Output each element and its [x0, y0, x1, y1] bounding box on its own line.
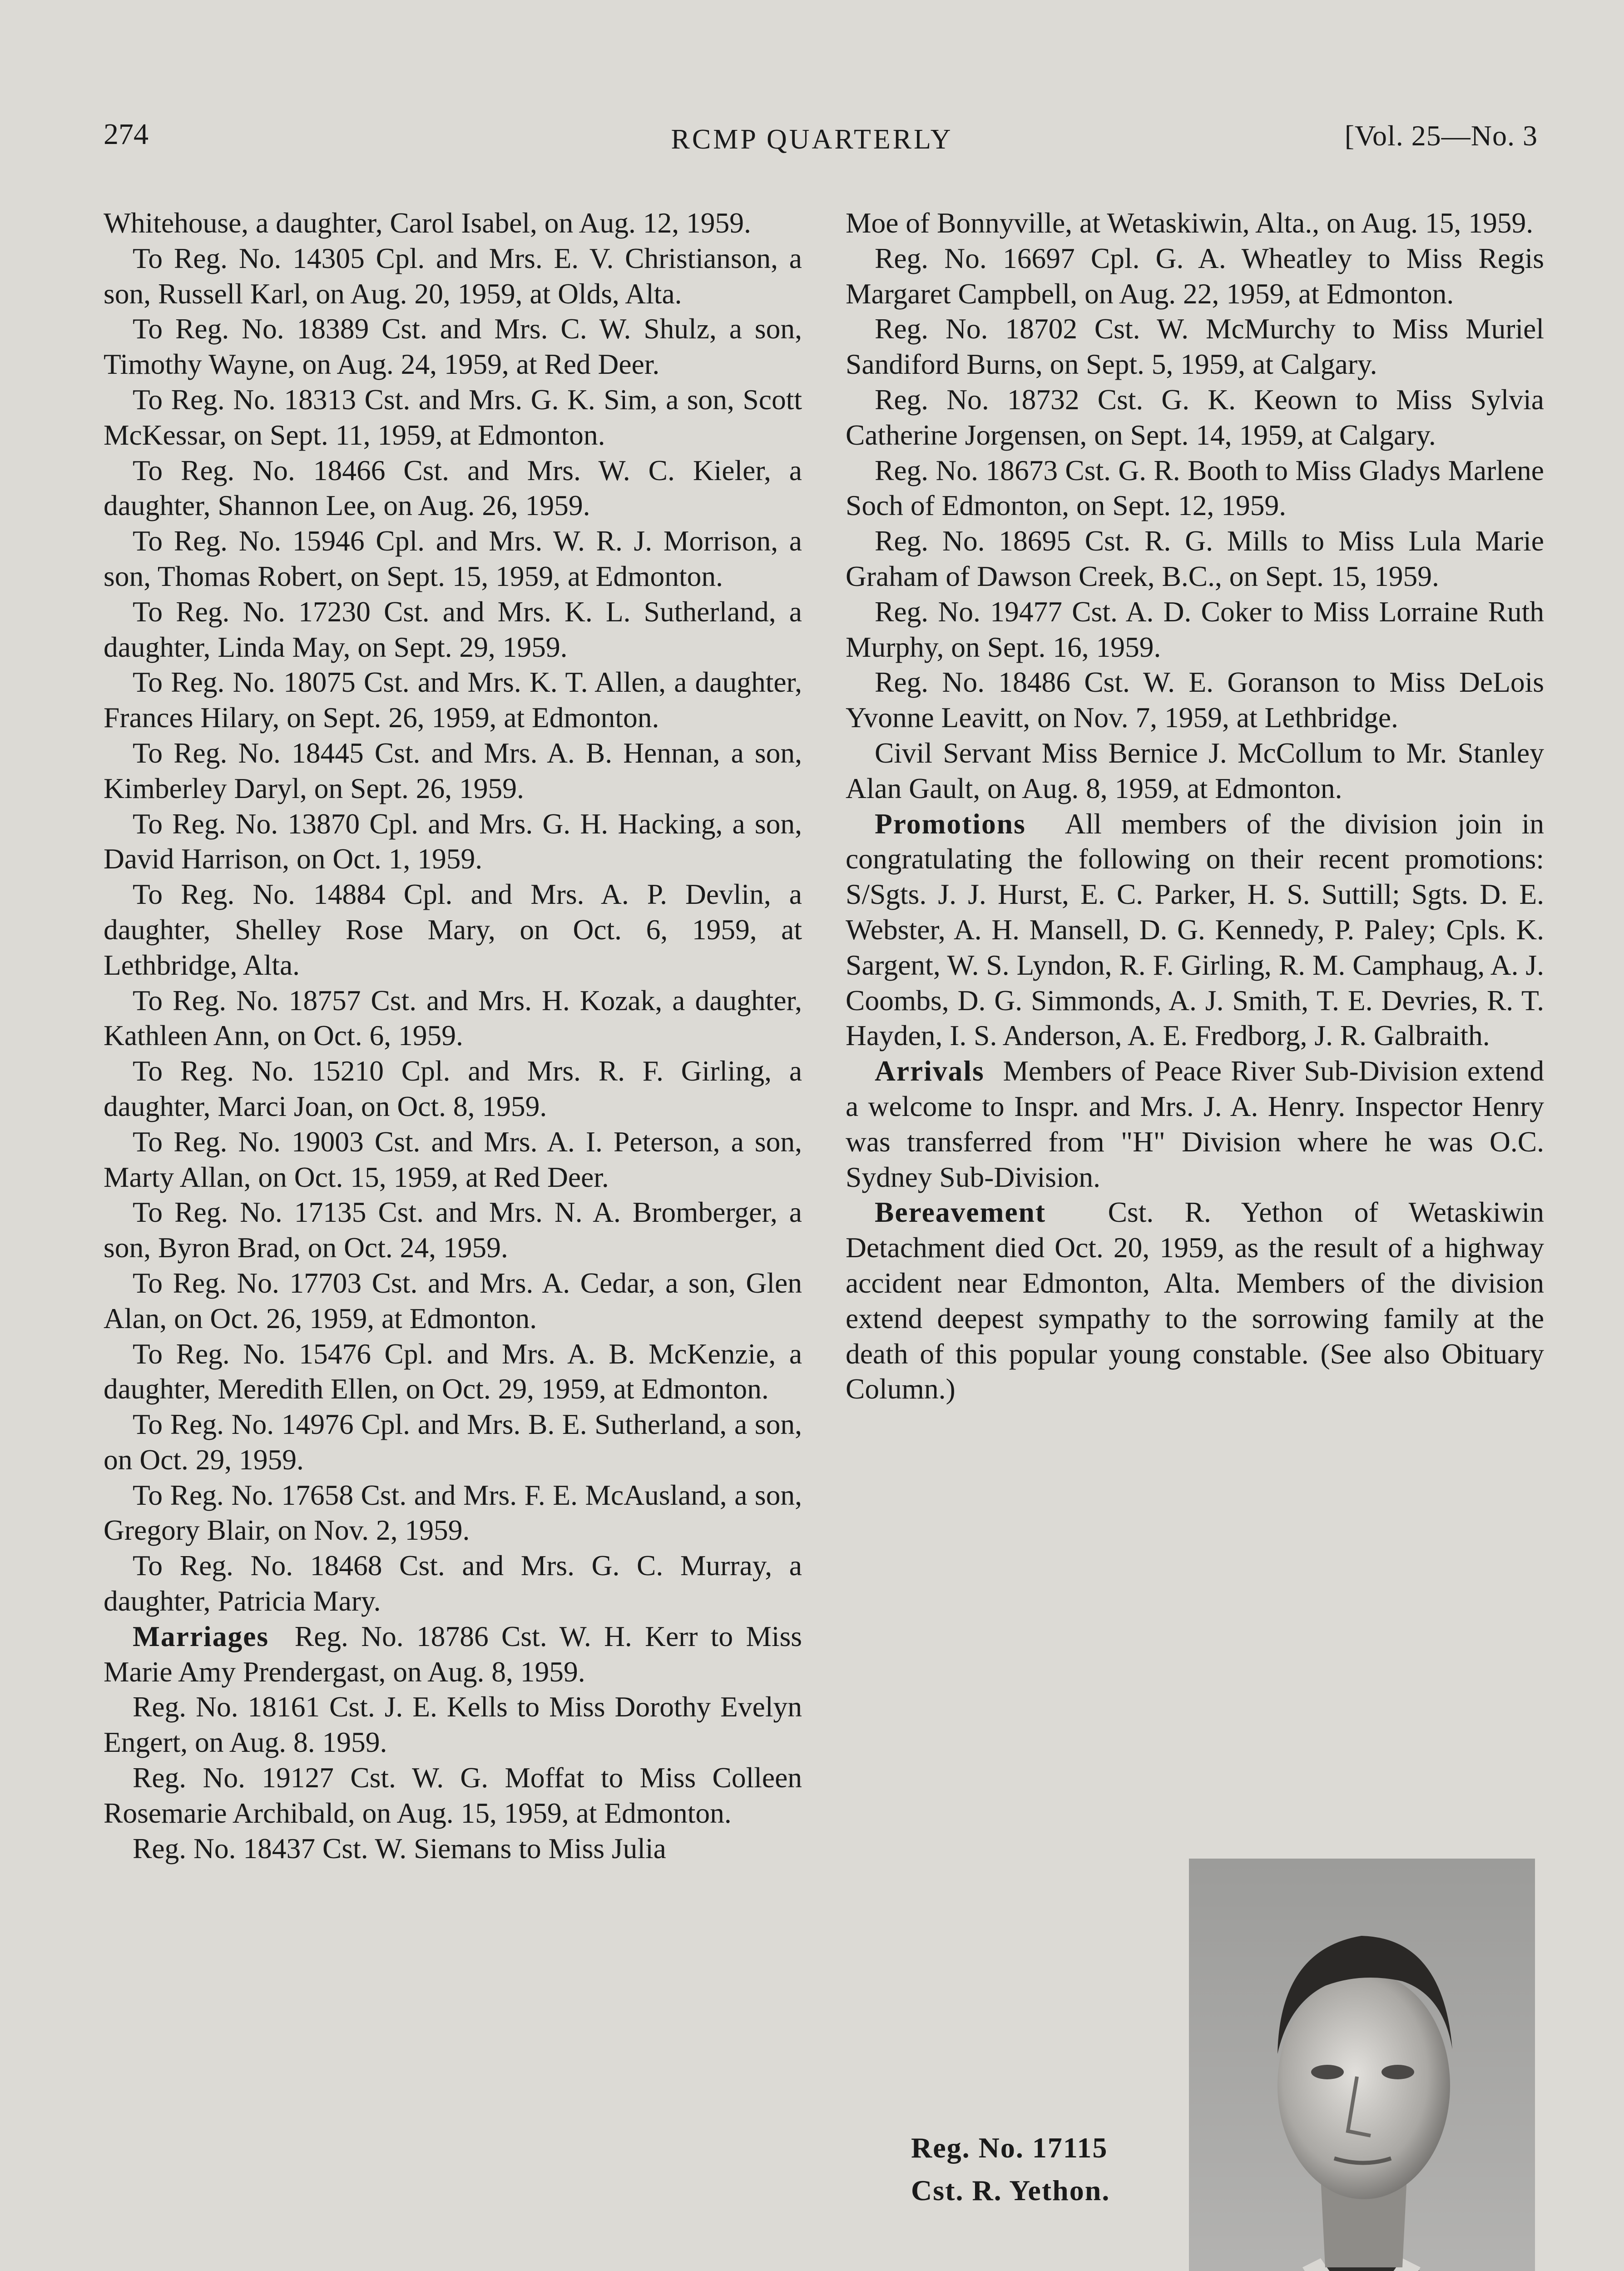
bereavement-heading: Bereavement: [875, 1196, 1046, 1229]
birth-entry: To Reg. No. 15476 Cpl. and Mrs. A. B. McKenzie, a daughter, Meredith Ellen, on Oct. 29, 1959, at Edmonton.: [104, 1337, 802, 1405]
portrait-photo: [1189, 1859, 1535, 2271]
marriage-entry: Reg. No. 18673 Cst. G. R. Booth to Miss Gladys Marlene Soch of Edmonton, on Sept. 12, 1959.: [846, 454, 1544, 522]
marriage-entry: Reg. No. 18702 Cst. W. McMurchy to Miss Muriel Sandiford Burns, on Sept. 5, 1959, at Calgary.: [846, 312, 1544, 381]
birth-entry: To Reg. No. 18466 Cst. and Mrs. W. C. Kieler, a daughter, Shannon Lee, on Aug. 26, 1959.: [104, 454, 802, 522]
bereavement-paragraph: [846, 1195, 1544, 1407]
birth-entry: To Reg. No. 14884 Cpl. and Mrs. A. P. Devlin, a daughter, Shelley Rose Mary, on Oct. 6, 1959, at Lethbridge, Alta.: [104, 878, 802, 981]
promotions-text: All members of the division join in congratulating the following on their recent promotions: S/Sgts. J. J. Hurst, E. C. Parker, H. S. Suttill; Sgts. D. E. Webster, A. H. Mansell, D. G. Kennedy, P. Paley; Cpls. K. Sargent, W. S. Lyndon, R. F. Girling, R. M. Camphaug, A. J. Coombs, D. G. Simmonds, A. J. Smith, T. E. Devries, R. T. Hayden, I. S. Anderson, A. E. Fredborg, J. R. Galbraith.: [846, 807, 1544, 1052]
birth-entry: To Reg. No. 14976 Cpl. and Mrs. B. E. Sutherland, a son, on Oct. 29, 1959.: [104, 1408, 802, 1476]
photo-caption: [911, 2127, 1165, 2212]
caption-reg-number: Reg. No. 17115: [911, 2132, 1108, 2164]
marriage-entry: Reg. No. 18732 Cst. G. K. Keown to Miss Sylvia Catherine Jorgensen, on Sept. 14, 1959, at Calgary.: [846, 383, 1544, 451]
birth-entry: To Reg. No. 18313 Cst. and Mrs. G. K. Sim, a son, Scott McKessar, on Sept. 11, 1959, at Edmonton.: [104, 383, 802, 451]
marriages-heading: Marriages: [133, 1620, 269, 1652]
marriage-entry: Reg. No. 18486 Cst. W. E. Goranson to Miss DeLois Yvonne Leavitt, on Nov. 7, 1959, at Lethbridge.: [846, 666, 1544, 734]
promotions-paragraph: [846, 806, 1544, 1054]
marriage-entry: Reg. No. 19127 Cst. W. G. Moffat to Miss Colleen Rosemarie Archibald, on Aug. 15, 1959, at Edmonton.: [104, 1761, 802, 1829]
birth-entry: To Reg. No. 17703 Cst. and Mrs. A. Cedar, a son, Glen Alan, on Oct. 26, 1959, at Edmonton.: [104, 1266, 802, 1334]
marriage-entry: Reg. No. 19477 Cst. A. D. Coker to Miss Lorraine Ruth Murphy, on Sept. 16, 1959.: [846, 595, 1544, 663]
arrivals-text: Members of Peace River Sub-Division extend a welcome to Inspr. and Mrs. J. A. Henry. Inspector Henry was transferred from "H" Division where he was O.C. Sydney Sub-Division.: [846, 1055, 1545, 1193]
arrivals-paragraph: [846, 1053, 1544, 1195]
birth-entry: To Reg. No. 18468 Cst. and Mrs. G. C. Murray, a daughter, Patricia Mary.: [104, 1549, 802, 1617]
arrivals-heading: Arrivals: [875, 1055, 985, 1087]
birth-entry: To Reg. No. 19003 Cst. and Mrs. A. I. Peterson, a son, Marty Allan, on Oct. 15, 1959, at Red Deer.: [104, 1125, 802, 1193]
marriage-entry: Reg. No. 18695 Cst. R. G. Mills to Miss Lula Marie Graham of Dawson Creek, B.C., on Sept. 15, 1959.: [846, 525, 1544, 592]
birth-entry: To Reg. No. 17230 Cst. and Mrs. K. L. Sutherland, a daughter, Linda May, on Sept. 29, 1959.: [104, 595, 802, 663]
page-number: 274: [104, 118, 149, 151]
birth-entry: To Reg. No. 17658 Cst. and Mrs. F. E. McAusland, a son, Gregory Blair, on Nov. 2, 1959.: [104, 1478, 802, 1547]
birth-entry: To Reg. No. 17135 Cst. and Mrs. N. A. Bromberger, a son, Byron Brad, on Oct. 24, 1959.: [104, 1196, 802, 1264]
marriage-entry: Civil Servant Miss Bernice J. McCollum to Mr. Stanley Alan Gault, on Aug. 8, 1959, at Edmonton.: [846, 736, 1544, 804]
birth-entry: To Reg. No. 15946 Cpl. and Mrs. W. R. J. Morrison, a son, Thomas Robert, on Sept. 15, 1959, at Edmonton.: [104, 525, 802, 592]
birth-entry: To Reg. No. 18445 Cst. and Mrs. A. B. Hennan, a son, Kimberley Daryl, on Sept. 26, 1959.: [104, 736, 802, 804]
journal-title: RCMP QUARTERLY: [671, 124, 953, 155]
birth-entry: To Reg. No. 18389 Cst. and Mrs. C. W. Shulz, a son, Timothy Wayne, on Aug. 24, 1959, at Red Deer.: [104, 312, 802, 381]
bereavement-text: Cst. R. Yethon of Wetaskiwin Detachment died Oct. 20, 1959, as the result of a highway accident near Edmonton, Alta. Members of the division extend deepest sympathy to the sorrowing family at the death of this popular young constable. (See also Obituary Column.): [846, 1196, 1545, 1405]
marriage-entry: Reg. No. 18437 Cst. W. Siemans to Miss Julia: [133, 1832, 666, 1864]
marriage-entry: Reg. No. 18786 Cst. W. H. Kerr to Miss Marie Amy Prendergast, on Aug. 8, 1959.: [104, 1620, 802, 1688]
birth-entry: Whitehouse, a daughter, Carol Isabel, on Aug. 12, 1959.: [104, 207, 751, 239]
marriage-entry-continued: Moe of Bonnyville, at Wetaskiwin, Alta., on Aug. 15, 1959.: [846, 207, 1534, 239]
marriage-entry: Reg. No. 16697 Cpl. G. A. Wheatley to Miss Regis Margaret Campbell, on Aug. 22, 1959, at Edmonton.: [846, 242, 1544, 310]
marriage-entry: Reg. No. 18161 Cst. J. E. Kells to Miss Dorothy Evelyn Engert, on Aug. 8. 1959.: [104, 1691, 802, 1759]
issue-label: [Vol. 25—No. 3: [1344, 119, 1538, 152]
caption-name: Cst. R. Yethon.: [911, 2174, 1110, 2207]
birth-entry: To Reg. No. 14305 Cpl. and Mrs. E. V. Christianson, a son, Russell Karl, on Aug. 20, 1959, at Olds, Alta.: [104, 242, 802, 310]
birth-entry: To Reg. No. 13870 Cpl. and Mrs. G. H. Hacking, a son, David Harrison, on Oct. 1, 1959.: [104, 807, 802, 875]
marriages-paragraph: [104, 1619, 802, 1690]
left-column: [104, 205, 802, 1866]
right-column: [846, 205, 1544, 1407]
portrait-illustration: [1189, 1859, 1535, 2271]
birth-entry: To Reg. No. 18075 Cst. and Mrs. K. T. Allen, a daughter, Frances Hilary, on Sept. 26, 1959, at Edmonton.: [104, 666, 802, 734]
page-header: [0, 0, 1624, 182]
birth-entry: To Reg. No. 15210 Cpl. and Mrs. R. F. Girling, a daughter, Marci Joan, on Oct. 8, 1959.: [104, 1055, 802, 1122]
birth-entry: To Reg. No. 18757 Cst. and Mrs. H. Kozak, a daughter, Kathleen Ann, on Oct. 6, 1959.: [104, 984, 802, 1052]
promotions-heading: Promotions: [875, 807, 1026, 840]
